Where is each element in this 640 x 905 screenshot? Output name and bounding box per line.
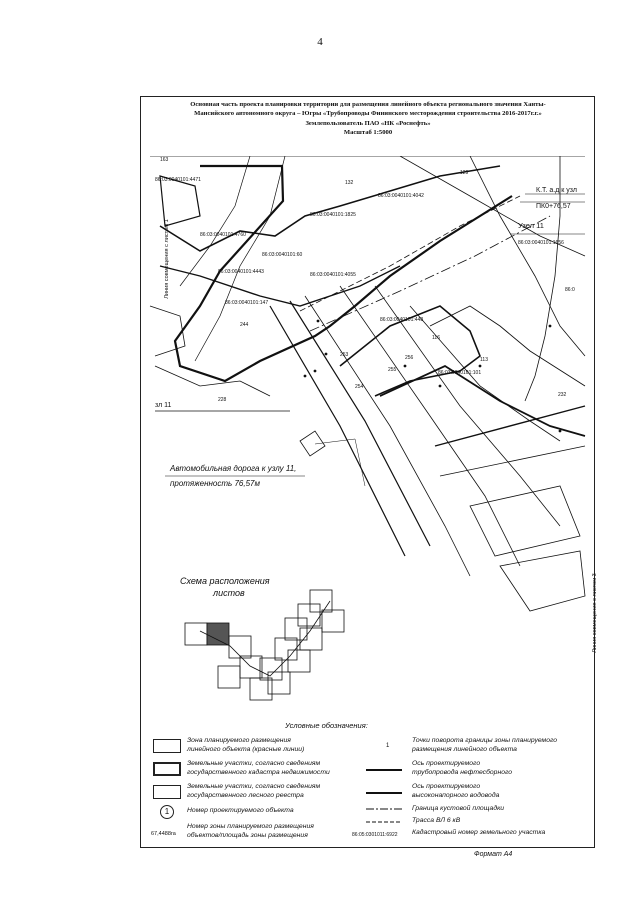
drawing-title	[143, 100, 593, 137]
schema-title: Схема расположения	[180, 576, 270, 586]
sheet-schema	[180, 576, 344, 700]
node-label-left: зл 11	[155, 402, 172, 409]
point-label: 232	[558, 392, 567, 398]
legend-text: Граница кустовой площадки	[412, 805, 505, 812]
point-label: 244	[240, 322, 249, 328]
point-label: 256	[405, 355, 414, 361]
legend-text: государственного лесного реестра	[187, 791, 304, 799]
legend-swatch-cadastral	[153, 762, 181, 776]
title-line: Масштаб 1:5000	[343, 128, 393, 136]
parcel-label: 86:03:0040101:101	[438, 370, 482, 376]
legend-title: Условные обозначения:	[285, 721, 368, 730]
point-label: 228	[218, 397, 227, 403]
parcel-label: 86:03:0040101:1825	[310, 212, 356, 218]
ktad-callout: К.Т. а.д к узл	[536, 187, 578, 194]
legend-text: размещения линейного объекта	[412, 745, 517, 753]
legend-item	[412, 805, 504, 814]
legend-swatch-zone	[153, 739, 181, 753]
parcel-label: 86:03:0040101:4443	[218, 269, 264, 275]
road-caption: протяженность 76,57м	[170, 479, 260, 488]
legend-item	[187, 807, 294, 816]
legend-item	[187, 783, 320, 801]
legend-text: линейного объекта (красные линии)	[187, 745, 305, 753]
legend-line-power-line	[366, 820, 402, 824]
point-label: 132	[345, 180, 354, 186]
legend-text: Номер зоны планируемого размещения	[187, 823, 314, 830]
zone-number-symbol: 67,4488га	[151, 831, 176, 837]
parcel-label: 86:03:0040101:1656	[518, 240, 564, 246]
legend-text: Трасса ВЛ 6 кВ	[412, 817, 461, 824]
parcel-label: 86:03:0040101:4055	[310, 272, 356, 278]
page-number: 4	[317, 36, 323, 48]
parcel-label: 86:03:0040101:448	[380, 317, 424, 323]
legend-text: Кадастровый номер земельного участка	[412, 829, 546, 836]
legend-text: Зона планируемого размещения	[187, 737, 291, 744]
legend-item	[187, 760, 330, 778]
legend-line-water-pipeline	[366, 792, 402, 794]
legend-text: Ось проектируемого	[412, 783, 481, 790]
schema-title: листов	[213, 588, 245, 598]
title-line: Мансийского автономного округа – Югры «Трубопроводы Фининского месторождения строительства 2016-2017г.г.»	[194, 110, 542, 118]
ktad-callout: ПК0+76,57	[536, 203, 571, 210]
legend-item	[187, 823, 314, 841]
legend-item	[187, 737, 304, 755]
point-label: 253	[340, 352, 349, 358]
point-label: 163	[160, 157, 169, 163]
road-caption: Автомобильная дорога к узлу 11,	[170, 464, 297, 473]
legend-text: трубопровода нефтесборного	[412, 768, 513, 776]
point-label: 113	[480, 357, 488, 363]
format-label: Формат А4	[474, 851, 513, 858]
point-label: 254	[355, 384, 364, 390]
legend-item	[412, 760, 512, 778]
parcel-label: 86:03:0040101:4042	[378, 193, 424, 199]
legend-text: Точки поворота границы зоны планируемого	[412, 737, 558, 744]
title-line: Землепользователь ПАО «НК «Роснефть»	[305, 119, 431, 127]
parcel-label: 86:0	[565, 287, 575, 293]
parcel-label: 86:03:0040101:147	[225, 300, 269, 306]
object-number-symbol: 1	[160, 805, 174, 819]
legend-line-pad-boundary	[366, 807, 402, 811]
legend-text: Номер проектируемого объекта	[187, 807, 294, 814]
parcel-label: 86:03:0040101:60	[262, 252, 303, 258]
point-label: 255	[388, 367, 397, 373]
legend-line-oil-pipeline	[366, 769, 402, 771]
point-label: 116	[432, 335, 440, 341]
cadastral-number-symbol: 86:05:0301011:6922	[352, 832, 398, 838]
legend-item	[412, 783, 499, 801]
legend-text: Земельные участки, согласно сведениям	[187, 783, 321, 790]
match-line-label-right: Линия совмещения с листом 3	[592, 573, 598, 653]
planning-map	[140, 156, 595, 721]
title-line: Основная часть проекта планировки территории для размещения линейного объекта регионального значения Ханты-	[190, 101, 546, 108]
legend-text: Земельные участки, согласно сведениям	[187, 760, 321, 767]
node-label: Узел 11	[518, 221, 544, 230]
parcel-label: 86:03:0040101:4760	[200, 232, 246, 238]
legend-swatch-forest	[153, 785, 181, 799]
match-line-label-left: Линия совмещения с листом 1	[164, 219, 170, 299]
legend-text: объектов/площадь зоны размещения	[187, 831, 308, 839]
turn-point-symbol: 1	[386, 743, 390, 749]
parcel-label: 86:03:0040101:4471	[155, 177, 201, 183]
legend-text: Ось проектируемого	[412, 760, 481, 767]
point-label: 129	[460, 170, 469, 176]
legend-item	[412, 817, 460, 826]
legend-text: государственного кадастра недвижимости	[187, 768, 330, 776]
legend-item	[412, 829, 545, 838]
legend-item	[412, 737, 557, 755]
legend-text: высоконапорного водовода	[412, 791, 500, 799]
